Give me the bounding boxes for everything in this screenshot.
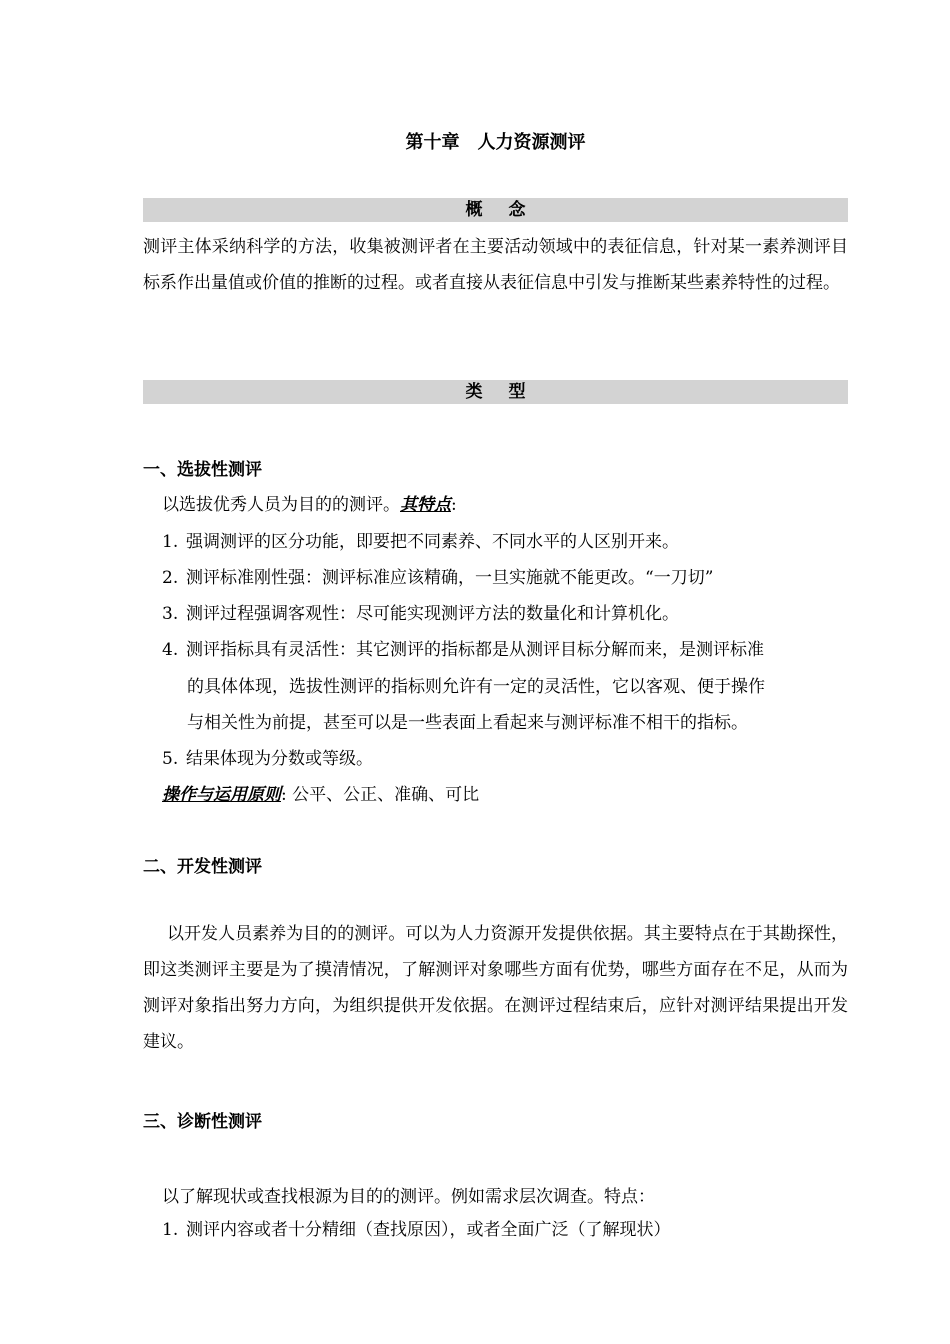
concept-paragraph: 测评主体采纳科学的方法，收集被测评者在主要活动领域中的表征信息，针对某一素养测评目标系作出量值或价值的推断的过程。或者直接从表征信息中引发与推断某些素养特性的过程。 <box>143 237 848 293</box>
diagnostic-intro: 以了解现状或查找根源为目的的测评。例如需求层次调查。特点： <box>162 1187 655 1207</box>
section-band-label: 类型 <box>465 382 552 402</box>
selection-intro-text: 以选拔优秀人员为目的的测评。 <box>162 495 400 515</box>
list-item-continuation: 与相关性为前提，甚至可以是一些表面上看起来与测评标准不相干的指标。 <box>187 713 748 733</box>
features-colon: : <box>451 495 457 515</box>
list-number: 3. <box>162 604 179 624</box>
features-label: 其特点 <box>400 495 451 515</box>
list-number: 5. <box>162 749 179 769</box>
development-paragraph: 以开发人员素养为目的的测评。可以为人力资源开发提供依据。其主要特点在于其勘探性，即这类测评主要是为了摸清情况，了解测评对象哪些方面有优势，哪些方面存在不足，从而为测评对象指出努力方向，为组织提供开发依据。在测评过程结束后，应针对测评结果提出开发建议。 <box>143 924 848 1052</box>
section-band-label: 概念 <box>465 200 552 220</box>
section-band-types <box>143 380 848 404</box>
chapter-title: 第十章 人力资源测评 <box>405 132 586 153</box>
section-band-concept <box>143 198 848 222</box>
list-number: 4. <box>162 640 179 660</box>
list-text: 强调测评的区分功能，即要把不同素养、不同水平的人区别开来。 <box>186 532 679 552</box>
heading-development: 二、开发性测评 <box>143 857 262 877</box>
list-item <box>162 527 679 552</box>
list-text: 测评过程强调客观性：尽可能实现测评方法的数量化和计算机化。 <box>186 604 679 624</box>
list-item <box>162 599 679 624</box>
list-item-continuation: 的具体体现，选拔性测评的指标则允许有一定的灵活性，它以客观、便于操作 <box>187 677 765 697</box>
list-item <box>162 563 713 588</box>
list-number: 1. <box>162 532 179 552</box>
list-number: 1. <box>162 1220 179 1240</box>
principle-label: 操作与运用原则 <box>162 785 281 805</box>
list-item <box>162 635 764 660</box>
selection-intro <box>162 490 457 515</box>
list-text: 结果体现为分数或等级。 <box>186 749 373 769</box>
list-text: 测评标准刚性强：测评标准应该精确，一旦实施就不能更改。“一刀切” <box>186 568 714 588</box>
principle-text: : 公平、公正、准确、可比 <box>281 785 480 805</box>
heading-diagnostic: 三、诊断性测评 <box>143 1112 262 1132</box>
list-text: 测评内容或者十分精细（查找原因），或者全面广泛（了解现状） <box>186 1220 671 1240</box>
list-text: 测评指标具有灵活性：其它测评的指标都是从测评目标分解而来，是测评标准 <box>186 640 764 660</box>
heading-selection: 一、选拔性测评 <box>143 460 262 480</box>
list-item <box>162 1215 671 1240</box>
list-item <box>162 744 373 769</box>
principle-line <box>162 780 479 805</box>
list-number: 2. <box>162 568 179 588</box>
